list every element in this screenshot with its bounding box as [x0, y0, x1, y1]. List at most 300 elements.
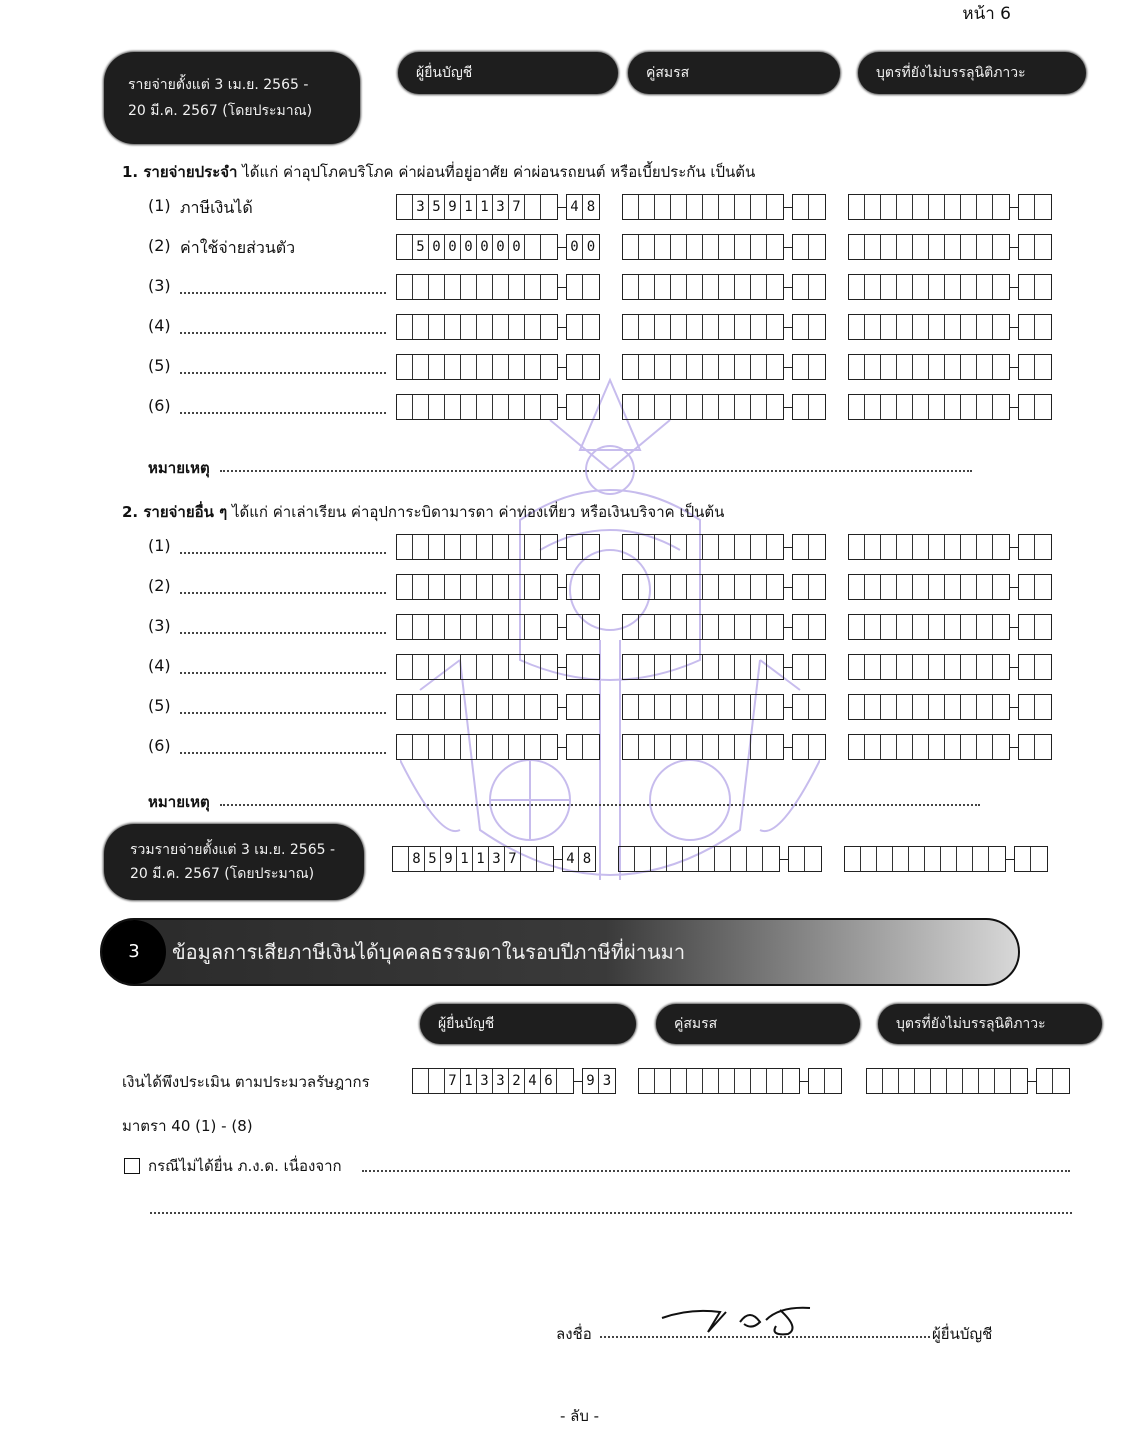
- decimal-cell[interactable]: [1019, 735, 1035, 759]
- digit-cell[interactable]: [509, 695, 525, 719]
- decimal-cell[interactable]: [793, 195, 809, 219]
- digit-cell[interactable]: [687, 535, 703, 559]
- digit-cell[interactable]: 0: [493, 235, 509, 259]
- digit-cell[interactable]: [397, 315, 413, 339]
- section1-spouse-amount-integer[interactable]: [622, 194, 784, 220]
- digit-cell[interactable]: [397, 275, 413, 299]
- digit-cell[interactable]: 0: [509, 235, 525, 259]
- digit-cell[interactable]: [945, 735, 961, 759]
- digit-cell[interactable]: [655, 535, 671, 559]
- section2-child-amount[interactable]: [848, 654, 1052, 680]
- section2-child-amount-decimal[interactable]: [1018, 654, 1052, 680]
- decimal-cell[interactable]: [809, 1069, 825, 1093]
- decimal-cell[interactable]: [789, 847, 805, 871]
- digit-cell[interactable]: [897, 195, 913, 219]
- digit-cell[interactable]: 3: [493, 1069, 509, 1093]
- digit-cell[interactable]: [493, 535, 509, 559]
- section1-filer-amount-integer[interactable]: [396, 194, 558, 220]
- section2-filer-amount-decimal[interactable]: [566, 734, 600, 760]
- digit-cell[interactable]: [541, 235, 557, 259]
- digit-cell[interactable]: [735, 655, 751, 679]
- decimal-cell[interactable]: [1035, 195, 1051, 219]
- digit-cell[interactable]: [909, 847, 925, 871]
- section1-child-amount-integer[interactable]: [848, 354, 1010, 380]
- digit-cell[interactable]: [525, 315, 541, 339]
- digit-cell[interactable]: [849, 235, 865, 259]
- digit-cell[interactable]: [735, 735, 751, 759]
- digit-cell[interactable]: [897, 395, 913, 419]
- digit-cell[interactable]: [671, 695, 687, 719]
- digit-cell[interactable]: [877, 847, 893, 871]
- digit-cell[interactable]: [897, 735, 913, 759]
- digit-cell[interactable]: [719, 195, 735, 219]
- total-spouse-amount[interactable]: [618, 846, 822, 872]
- digit-cell[interactable]: [993, 655, 1009, 679]
- digit-cell[interactable]: [865, 535, 881, 559]
- digit-cell[interactable]: [735, 695, 751, 719]
- digit-cell[interactable]: [929, 315, 945, 339]
- decimal-cell[interactable]: [583, 275, 599, 299]
- digit-cell[interactable]: [655, 395, 671, 419]
- not-filed-checkbox[interactable]: [124, 1158, 140, 1174]
- section2-spouse-amount-integer[interactable]: [622, 654, 784, 680]
- digit-cell[interactable]: [429, 355, 445, 379]
- digit-cell[interactable]: [929, 575, 945, 599]
- section1-row-description-line[interactable]: [180, 332, 386, 334]
- digit-cell[interactable]: [493, 615, 509, 639]
- digit-cell[interactable]: [993, 355, 1009, 379]
- digit-cell[interactable]: [719, 655, 735, 679]
- decimal-cell[interactable]: [793, 395, 809, 419]
- digit-cell[interactable]: [881, 615, 897, 639]
- digit-cell[interactable]: [929, 195, 945, 219]
- digit-cell[interactable]: [961, 575, 977, 599]
- digit-cell[interactable]: [541, 275, 557, 299]
- digit-cell[interactable]: [897, 235, 913, 259]
- digit-cell[interactable]: [735, 195, 751, 219]
- digit-cell[interactable]: [897, 355, 913, 379]
- section2-filer-amount-decimal[interactable]: [566, 654, 600, 680]
- decimal-cell[interactable]: [1015, 847, 1031, 871]
- digit-cell[interactable]: [865, 615, 881, 639]
- section2-row-description-line[interactable]: [180, 752, 386, 754]
- digit-cell[interactable]: [719, 535, 735, 559]
- section2-child-amount[interactable]: [848, 694, 1052, 720]
- digit-cell[interactable]: [477, 395, 493, 419]
- digit-cell[interactable]: [639, 1069, 655, 1093]
- digit-cell[interactable]: [397, 395, 413, 419]
- digit-cell[interactable]: [893, 847, 909, 871]
- digit-cell[interactable]: [541, 535, 557, 559]
- decimal-cell[interactable]: [1035, 235, 1051, 259]
- digit-cell[interactable]: [509, 275, 525, 299]
- digit-cell[interactable]: [719, 735, 735, 759]
- digit-cell[interactable]: [537, 847, 553, 871]
- section2-row-description-line[interactable]: [180, 672, 386, 674]
- digit-cell[interactable]: [461, 615, 477, 639]
- digit-cell[interactable]: [913, 535, 929, 559]
- digit-cell[interactable]: [881, 235, 897, 259]
- digit-cell[interactable]: 2: [509, 1069, 525, 1093]
- digit-cell[interactable]: [623, 695, 639, 719]
- digit-cell[interactable]: [945, 355, 961, 379]
- digit-cell[interactable]: [525, 615, 541, 639]
- digit-cell[interactable]: [429, 535, 445, 559]
- digit-cell[interactable]: [619, 847, 635, 871]
- income-filer-amount[interactable]: [412, 1068, 616, 1094]
- digit-cell[interactable]: 0: [429, 235, 445, 259]
- digit-cell[interactable]: [849, 275, 865, 299]
- digit-cell[interactable]: [929, 655, 945, 679]
- digit-cell[interactable]: [493, 355, 509, 379]
- digit-cell[interactable]: [413, 275, 429, 299]
- digit-cell[interactable]: [461, 735, 477, 759]
- digit-cell[interactable]: [913, 235, 929, 259]
- digit-cell[interactable]: [623, 315, 639, 339]
- digit-cell[interactable]: [767, 655, 783, 679]
- section1-child-amount[interactable]: [848, 314, 1052, 340]
- digit-cell[interactable]: [461, 535, 477, 559]
- digit-cell[interactable]: [703, 735, 719, 759]
- section2-spouse-amount-decimal[interactable]: [792, 614, 826, 640]
- digit-cell[interactable]: [947, 1069, 963, 1093]
- digit-cell[interactable]: [509, 395, 525, 419]
- digit-cell[interactable]: [913, 615, 929, 639]
- digit-cell[interactable]: [865, 695, 881, 719]
- section1-spouse-amount[interactable]: [622, 234, 826, 260]
- digit-cell[interactable]: [639, 235, 655, 259]
- digit-cell[interactable]: [413, 735, 429, 759]
- section2-child-amount-decimal[interactable]: [1018, 574, 1052, 600]
- section2-child-amount-decimal[interactable]: [1018, 534, 1052, 560]
- digit-cell[interactable]: 1: [461, 195, 477, 219]
- section1-child-amount[interactable]: [848, 274, 1052, 300]
- section2-filer-amount[interactable]: [396, 534, 600, 560]
- digit-cell[interactable]: [493, 655, 509, 679]
- digit-cell[interactable]: [767, 695, 783, 719]
- digit-cell[interactable]: [993, 575, 1009, 599]
- digit-cell[interactable]: [945, 535, 961, 559]
- digit-cell[interactable]: [541, 695, 557, 719]
- digit-cell[interactable]: [995, 1069, 1011, 1093]
- digit-cell[interactable]: [397, 695, 413, 719]
- section1-spouse-amount-integer[interactable]: [622, 314, 784, 340]
- digit-cell[interactable]: [913, 275, 929, 299]
- digit-cell[interactable]: [541, 195, 557, 219]
- decimal-cell[interactable]: [567, 735, 583, 759]
- digit-cell[interactable]: [993, 235, 1009, 259]
- digit-cell[interactable]: [509, 535, 525, 559]
- digit-cell[interactable]: [525, 735, 541, 759]
- decimal-cell[interactable]: [793, 315, 809, 339]
- section1-spouse-amount[interactable]: [622, 194, 826, 220]
- decimal-cell[interactable]: 8: [582, 851, 592, 867]
- section1-filer-amount-integer[interactable]: [396, 274, 558, 300]
- decimal-cell[interactable]: [809, 655, 825, 679]
- digit-cell[interactable]: [413, 655, 429, 679]
- digit-cell[interactable]: [671, 1069, 687, 1093]
- digit-cell[interactable]: [671, 315, 687, 339]
- digit-cell[interactable]: [845, 847, 861, 871]
- decimal-cell[interactable]: [567, 655, 583, 679]
- digit-cell[interactable]: [929, 355, 945, 379]
- digit-cell[interactable]: [525, 695, 541, 719]
- section1-child-amount[interactable]: [848, 354, 1052, 380]
- digit-cell[interactable]: [655, 275, 671, 299]
- digit-cell[interactable]: [655, 615, 671, 639]
- digit-cell[interactable]: 5: [425, 847, 441, 871]
- digit-cell[interactable]: [735, 615, 751, 639]
- section2-note-line[interactable]: [220, 804, 980, 806]
- digit-cell[interactable]: [973, 847, 989, 871]
- decimal-cell[interactable]: [805, 847, 821, 871]
- section1-spouse-amount-integer[interactable]: [622, 354, 784, 380]
- digit-cell[interactable]: [913, 355, 929, 379]
- digit-cell[interactable]: [735, 535, 751, 559]
- digit-cell[interactable]: [849, 615, 865, 639]
- digit-cell[interactable]: [525, 195, 541, 219]
- digit-cell[interactable]: [929, 235, 945, 259]
- section2-child-amount-decimal[interactable]: [1018, 694, 1052, 720]
- total-filer-amount-integer[interactable]: [392, 846, 554, 872]
- digit-cell[interactable]: [509, 575, 525, 599]
- digit-cell[interactable]: [961, 315, 977, 339]
- decimal-cell[interactable]: [1019, 535, 1035, 559]
- section1-filer-amount-decimal[interactable]: [566, 314, 600, 340]
- digit-cell[interactable]: [849, 395, 865, 419]
- digit-cell[interactable]: [687, 395, 703, 419]
- digit-cell[interactable]: [735, 315, 751, 339]
- income-child-amount-integer[interactable]: [866, 1068, 1028, 1094]
- digit-cell[interactable]: [979, 1069, 995, 1093]
- digit-cell[interactable]: [865, 395, 881, 419]
- decimal-cell[interactable]: [809, 355, 825, 379]
- digit-cell[interactable]: [397, 235, 413, 259]
- digit-cell[interactable]: [639, 695, 655, 719]
- section2-child-amount[interactable]: [848, 614, 1052, 640]
- section2-row-description-line[interactable]: [180, 712, 386, 714]
- decimal-cell[interactable]: [1019, 355, 1035, 379]
- digit-cell[interactable]: [913, 395, 929, 419]
- income-spouse-amount-decimal[interactable]: [808, 1068, 842, 1094]
- digit-cell[interactable]: [541, 395, 557, 419]
- section1-spouse-amount-decimal[interactable]: [792, 194, 826, 220]
- digit-cell[interactable]: [477, 535, 493, 559]
- digit-cell[interactable]: [445, 315, 461, 339]
- section2-spouse-amount[interactable]: [622, 574, 826, 600]
- income-spouse-amount[interactable]: [638, 1068, 842, 1094]
- digit-cell[interactable]: [429, 315, 445, 339]
- section1-spouse-amount[interactable]: [622, 314, 826, 340]
- section1-spouse-amount-decimal[interactable]: [792, 314, 826, 340]
- digit-cell[interactable]: [429, 395, 445, 419]
- section1-spouse-amount-decimal[interactable]: [792, 274, 826, 300]
- decimal-cell[interactable]: [1035, 655, 1051, 679]
- digit-cell[interactable]: [849, 315, 865, 339]
- decimal-cell[interactable]: [583, 315, 599, 339]
- digit-cell[interactable]: [639, 735, 655, 759]
- section2-spouse-amount-decimal[interactable]: [792, 694, 826, 720]
- digit-cell[interactable]: [493, 395, 509, 419]
- digit-cell[interactable]: 4: [525, 1069, 541, 1093]
- digit-cell[interactable]: [977, 195, 993, 219]
- decimal-cell[interactable]: [793, 235, 809, 259]
- digit-cell[interactable]: [767, 275, 783, 299]
- digit-cell[interactable]: [525, 395, 541, 419]
- section1-child-amount-decimal[interactable]: [1018, 394, 1052, 420]
- decimal-cell[interactable]: [793, 275, 809, 299]
- digit-cell[interactable]: [703, 695, 719, 719]
- digit-cell[interactable]: [751, 355, 767, 379]
- digit-cell[interactable]: [751, 655, 767, 679]
- decimal-cell[interactable]: [809, 535, 825, 559]
- digit-cell[interactable]: [639, 575, 655, 599]
- digit-cell[interactable]: [671, 235, 687, 259]
- digit-cell[interactable]: [671, 355, 687, 379]
- digit-cell[interactable]: [767, 615, 783, 639]
- digit-cell[interactable]: [881, 195, 897, 219]
- digit-cell[interactable]: [623, 275, 639, 299]
- decimal-cell[interactable]: 4: [563, 847, 579, 871]
- decimal-cell[interactable]: [583, 615, 599, 639]
- digit-cell[interactable]: [671, 735, 687, 759]
- digit-cell[interactable]: [993, 735, 1009, 759]
- digit-cell[interactable]: [703, 355, 719, 379]
- digit-cell[interactable]: [913, 575, 929, 599]
- total-spouse-amount-decimal[interactable]: [788, 846, 822, 872]
- decimal-cell[interactable]: [1035, 615, 1051, 639]
- section1-filer-amount-integer[interactable]: [396, 394, 558, 420]
- digit-cell[interactable]: [477, 275, 493, 299]
- digit-cell[interactable]: [623, 195, 639, 219]
- digit-cell[interactable]: 1: [461, 1069, 477, 1093]
- decimal-cell[interactable]: 8: [586, 199, 596, 215]
- section1-spouse-amount-integer[interactable]: [622, 394, 784, 420]
- digit-cell[interactable]: [687, 575, 703, 599]
- digit-cell[interactable]: [849, 655, 865, 679]
- digit-cell[interactable]: [655, 655, 671, 679]
- digit-cell[interactable]: [929, 275, 945, 299]
- digit-cell[interactable]: [703, 535, 719, 559]
- digit-cell[interactable]: 9: [445, 195, 461, 219]
- digit-cell[interactable]: [525, 575, 541, 599]
- digit-cell[interactable]: [977, 575, 993, 599]
- digit-cell[interactable]: 9: [441, 847, 457, 871]
- section2-spouse-amount-integer[interactable]: [622, 614, 784, 640]
- digit-cell[interactable]: [929, 695, 945, 719]
- digit-cell[interactable]: [397, 195, 413, 219]
- decimal-cell[interactable]: [1035, 315, 1051, 339]
- digit-cell[interactable]: [913, 315, 929, 339]
- digit-cell[interactable]: 7: [509, 195, 525, 219]
- digit-cell[interactable]: 1: [473, 847, 489, 871]
- decimal-cell[interactable]: 3: [602, 1073, 612, 1089]
- digit-cell[interactable]: [687, 315, 703, 339]
- decimal-cell[interactable]: 0: [567, 235, 583, 259]
- digit-cell[interactable]: [977, 355, 993, 379]
- not-filed-reason-line2[interactable]: [150, 1212, 1072, 1214]
- decimal-cell[interactable]: [1035, 735, 1051, 759]
- digit-cell[interactable]: [865, 735, 881, 759]
- section2-filer-amount-decimal[interactable]: [566, 534, 600, 560]
- digit-cell[interactable]: 3: [489, 847, 505, 871]
- decimal-cell[interactable]: [1031, 847, 1047, 871]
- digit-cell[interactable]: [671, 575, 687, 599]
- section2-spouse-amount[interactable]: [622, 614, 826, 640]
- section2-filer-amount-integer[interactable]: [396, 694, 558, 720]
- digit-cell[interactable]: [687, 275, 703, 299]
- digit-cell[interactable]: [541, 315, 557, 339]
- decimal-cell[interactable]: [1019, 275, 1035, 299]
- digit-cell[interactable]: [719, 615, 735, 639]
- section2-spouse-amount-decimal[interactable]: [792, 534, 826, 560]
- decimal-cell[interactable]: [1035, 535, 1051, 559]
- digit-cell[interactable]: [867, 1069, 883, 1093]
- digit-cell[interactable]: [881, 395, 897, 419]
- section1-spouse-amount[interactable]: [622, 394, 826, 420]
- digit-cell[interactable]: [929, 615, 945, 639]
- digit-cell[interactable]: [993, 695, 1009, 719]
- decimal-cell[interactable]: [583, 735, 599, 759]
- digit-cell[interactable]: [767, 395, 783, 419]
- digit-cell[interactable]: [897, 655, 913, 679]
- decimal-cell[interactable]: [1035, 575, 1051, 599]
- digit-cell[interactable]: [445, 615, 461, 639]
- decimal-cell[interactable]: [809, 735, 825, 759]
- decimal-cell[interactable]: [809, 275, 825, 299]
- digit-cell[interactable]: [993, 275, 1009, 299]
- digit-cell[interactable]: 0: [445, 235, 461, 259]
- digit-cell[interactable]: [751, 615, 767, 639]
- digit-cell[interactable]: [639, 275, 655, 299]
- section1-child-amount-integer[interactable]: [848, 234, 1010, 260]
- section2-filer-amount[interactable]: [396, 574, 600, 600]
- digit-cell[interactable]: [913, 655, 929, 679]
- digit-cell[interactable]: [957, 847, 973, 871]
- section2-filer-amount[interactable]: [396, 734, 600, 760]
- decimal-cell[interactable]: [1019, 235, 1035, 259]
- digit-cell[interactable]: [735, 235, 751, 259]
- digit-cell[interactable]: [897, 575, 913, 599]
- digit-cell[interactable]: [977, 315, 993, 339]
- digit-cell[interactable]: [945, 615, 961, 639]
- digit-cell[interactable]: [413, 615, 429, 639]
- section1-child-amount[interactable]: [848, 394, 1052, 420]
- decimal-cell[interactable]: [1035, 275, 1051, 299]
- digit-cell[interactable]: [477, 655, 493, 679]
- digit-cell[interactable]: [521, 847, 537, 871]
- digit-cell[interactable]: [445, 275, 461, 299]
- digit-cell[interactable]: [413, 695, 429, 719]
- section2-spouse-amount[interactable]: [622, 534, 826, 560]
- digit-cell[interactable]: [509, 735, 525, 759]
- digit-cell[interactable]: [767, 235, 783, 259]
- digit-cell[interactable]: [429, 1069, 445, 1093]
- decimal-cell[interactable]: [793, 355, 809, 379]
- decimal-cell[interactable]: 9: [583, 1069, 599, 1093]
- digit-cell[interactable]: [977, 735, 993, 759]
- digit-cell[interactable]: [719, 355, 735, 379]
- digit-cell[interactable]: [865, 195, 881, 219]
- digit-cell[interactable]: [413, 395, 429, 419]
- digit-cell[interactable]: [623, 655, 639, 679]
- digit-cell[interactable]: [461, 355, 477, 379]
- digit-cell[interactable]: [881, 735, 897, 759]
- digit-cell[interactable]: [703, 1069, 719, 1093]
- decimal-cell[interactable]: [567, 275, 583, 299]
- digit-cell[interactable]: [655, 695, 671, 719]
- decimal-cell[interactable]: [583, 575, 599, 599]
